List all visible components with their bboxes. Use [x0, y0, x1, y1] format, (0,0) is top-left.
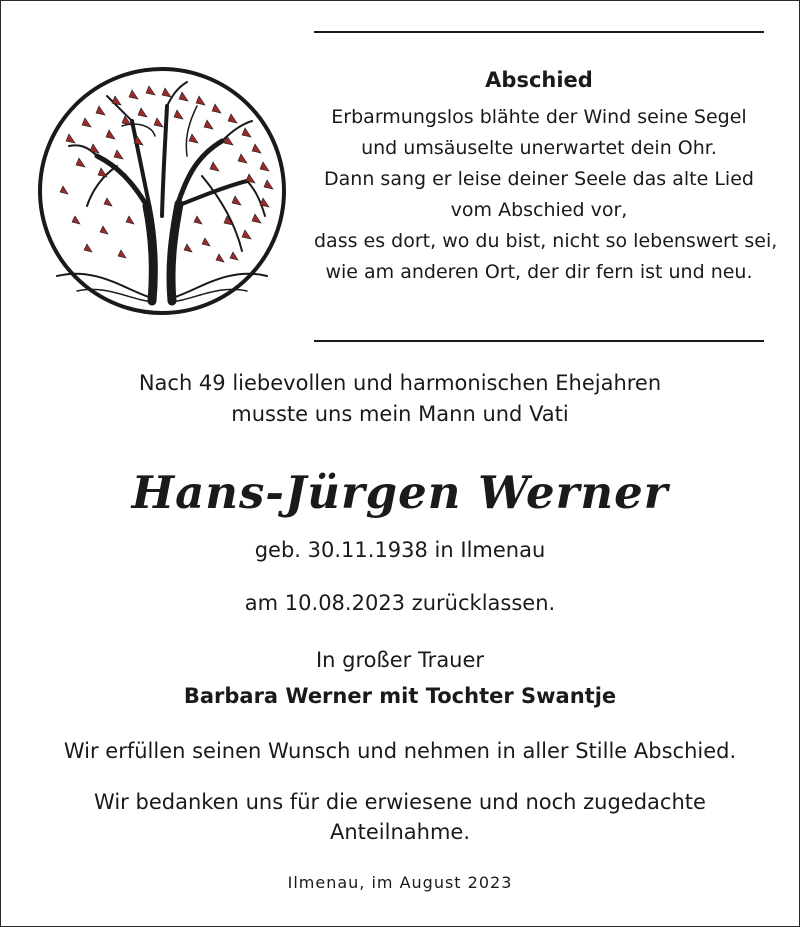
- poem-line: Erbarmungslos blähte der Wind seine Segel: [331, 106, 747, 128]
- poem-line: dass es dort, wo du bist, nicht so lebenswert sei,: [314, 230, 778, 252]
- poem-line: vom Abschied vor,: [450, 199, 628, 221]
- deceased-name: Hans-Jürgen Werner: [131, 466, 669, 519]
- poem-line: und umsäuselte unerwartet dein Ohr.: [361, 137, 717, 159]
- thanks-statement: Anteilnahme.: [329, 820, 471, 844]
- middle-rule: [314, 340, 764, 342]
- top-rule: [314, 31, 764, 33]
- intro-line: Nach 49 liebevollen und harmonischen Ehejahren: [138, 371, 662, 395]
- birth-info: geb. 30.11.1938 in Ilmenau: [254, 538, 546, 562]
- thanks-statement: Wir bedanken uns für die erwiesene und noch zugedachte: [94, 790, 706, 814]
- poem-title: Abschied: [485, 68, 593, 92]
- tree-of-life-icon: [37, 66, 287, 316]
- place-date: Ilmenau, im August 2023: [287, 873, 513, 892]
- wish-statement: Wir erfüllen seinen Wunsch und nehmen in aller Stille Abschied.: [63, 739, 737, 763]
- intro-line: musste uns mein Mann und Vati: [231, 402, 569, 426]
- mourning-heading: In großer Trauer: [315, 648, 485, 672]
- poem-line: Dann sang er leise deiner Seele das alte Lied: [324, 168, 754, 190]
- poem: [314, 62, 778, 288]
- death-info: am 10.08.2023 zurücklassen.: [244, 591, 556, 615]
- mourners-signature: Barbara Werner mit Tochter Swantje: [183, 684, 617, 708]
- poem-line: wie am anderen Ort, der dir fern ist und neu.: [325, 261, 753, 283]
